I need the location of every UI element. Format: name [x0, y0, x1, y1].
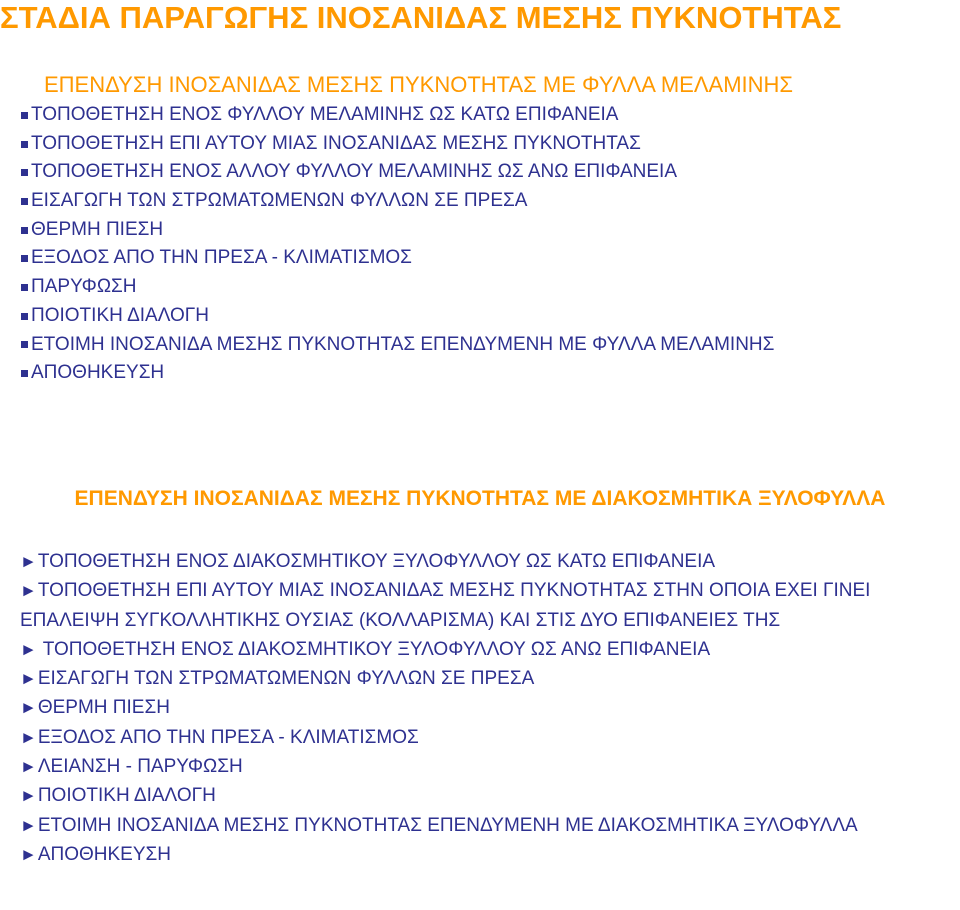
step-text: ΠΟΙΟΤΙΚΗ ΔΙΑΛΟΓΗ [37, 785, 216, 807]
list-item [20, 840, 950, 869]
step-text: ΤΟΠΟΘΕΤΗΣΗ ΕΠΙ ΑΥΤΟΥ ΜΙΑΣ ΙΝΟΣΑΝΙΔΑΣ ΜΕΣΗΣ ΠΥΚΝΟΤΗΤΑΣ ΣΤΗΝ ΟΠΟΙΑ ΕΧΕΙ ΓΙΝΕΙ ΕΠΑΛΕΙΨΗ ΣΥΓΚΟΛΛΗΤΙΚΗΣ ΟΥΣΙΑΣ (ΚΟΛΛΑΡΙΣΜΑ) ΚΑΙ ΣΤΙΣ ΔΥΟ ΕΠΙΦΑΝΕΙΕΣ ΤΗΣ [20, 580, 871, 631]
list-item [10, 187, 774, 216]
square-bullet-icon [21, 370, 28, 377]
step-text: ΛΕΙΑΝΣΗ - ΠΑΡΥΦΩΣΗ [37, 756, 243, 778]
list-item [20, 752, 950, 781]
right-triangle-bullet-icon: ► [20, 552, 37, 571]
square-bullet-icon [21, 198, 28, 205]
right-triangle-bullet-icon: ► [20, 844, 37, 864]
list-item [20, 811, 950, 840]
square-bullet-icon [21, 141, 28, 148]
step-text: ΑΠΟΘΗΚΕΥΣΗ [31, 362, 165, 384]
step-text: ΕΤΟΙΜΗ ΙΝΟΣΑΝΙΔΑ ΜΕΣΗΣ ΠΥΚΝΟΤΗΤΑΣ ΕΠΕΝΔΥΜΕΝΗ ΜΕ ΦΥΛΛΑ ΜΕΛΑΜΙΝΗΣ [31, 333, 775, 355]
list-item [20, 693, 950, 722]
list-item [10, 302, 774, 331]
right-triangle-bullet-icon: ► [20, 786, 37, 806]
square-bullet-icon [21, 255, 28, 262]
right-triangle-bullet-icon: ► [20, 698, 37, 718]
step-text: ΘΕΡΜΗ ΠΙΕΣΗ [37, 697, 170, 719]
right-triangle-bullet-icon: ► [20, 639, 37, 659]
step-text: ΘΕΡΜΗ ΠΙΕΣΗ [31, 218, 164, 240]
list-item [10, 101, 774, 130]
page-title: ΣΤΑΔΙΑ ΠΑΡΑΓΩΓΗΣ ΙΝΟΣΑΝΙΔΑΣ ΜΕΣΗΣ ΠΥΚΝΟΤΗΤΑΣ [0, 0, 842, 35]
section1-step-list [10, 101, 774, 388]
list-item [10, 273, 774, 302]
list-item [20, 635, 950, 664]
square-bullet-icon [21, 227, 28, 234]
step-text: ΑΠΟΘΗΚΕΥΣΗ [37, 843, 171, 865]
list-item [10, 130, 774, 159]
step-text: ΤΟΠΟΘΕΤΗΣΗ ΕΝΟΣ ΑΛΛΟΥ ΦΥΛΛΟΥ ΜΕΛΑΜΙΝΗΣ ΩΣ ΑΝΩ ΕΠΙΦΑΝΕΙΑ [31, 161, 678, 183]
step-text: ΕΞΟΔΟΣ ΑΠΟ ΤΗΝ ΠΡΕΣΑ - ΚΛΙΜΑΤΙΣΜΟΣ [37, 726, 419, 748]
step-text: ΠΑΡΥΦΩΣΗ [31, 276, 137, 298]
section1-heading: ΕΠΕΝΔΥΣΗ ΙΝΟΣΑΝΙΔΑΣ ΜΕΣΗΣ ΠΥΚΝΟΤΗΤΑΣ ΜΕ ΦΥΛΛΑ ΜΕΛΑΜΙΝΗΣ [44, 72, 794, 97]
step-text: ΤΟΠΟΘΕΤΗΣΗ ΕΝΟΣ ΔΙΑΚΟΣΜΗΤΙΚΟΥ ΞΥΛΟΦΥΛΛΟΥ ΩΣ ΚΑΤΩ ΕΠΙΦΑΝΕΙΑ [37, 551, 716, 572]
square-bullet-icon [21, 284, 28, 291]
square-bullet-icon [21, 341, 28, 348]
list-item [20, 723, 950, 752]
list-item [10, 216, 774, 245]
section2-step-list [20, 547, 950, 869]
list-item [20, 547, 950, 576]
section2-heading: ΕΠΕΝΔΥΣΗ ΙΝΟΣΑΝΙΔΑΣ ΜΕΣΗΣ ΠΥΚΝΟΤΗΤΑΣ ΜΕ ΔΙΑΚΟΣΜΗΤΙΚΑ ΞΥΛΟΦΥΛΛΑ [74, 487, 886, 510]
square-bullet-icon [21, 112, 28, 119]
step-text: ΕΙΣΑΓΩΓΗ ΤΩΝ ΣΤΡΩΜΑΤΩΜΕΝΩΝ ΦΥΛΛΩΝ ΣΕ ΠΡΕΣΑ [31, 190, 528, 212]
list-item [10, 158, 774, 187]
square-bullet-icon [21, 313, 28, 320]
list-item [20, 781, 950, 810]
step-text: ΤΟΠΟΘΕΤΗΣΗ ΕΝΟΣ ΔΙΑΚΟΣΜΗΤΙΚΟΥ ΞΥΛΟΦΥΛΛΟΥ ΩΣ ΑΝΩ ΕΠΙΦΑΝΕΙΑ [37, 638, 711, 660]
step-text: ΕΞΟΔΟΣ ΑΠΟ ΤΗΝ ΠΡΕΣΑ - ΚΛΙΜΑΤΙΣΜΟΣ [31, 247, 412, 269]
step-text: ΠΟΙΟΤΙΚΗ ΔΙΑΛΟΓΗ [31, 304, 209, 326]
step-text: ΤΟΠΟΘΕΤΗΣΗ ΕΝΟΣ ΦΥΛΛΟΥ ΜΕΛΑΜΙΝΗΣ ΩΣ ΚΑΤΩ ΕΠΙΦΑΝΕΙΑ [31, 104, 619, 125]
step-text: ΕΙΣΑΓΩΓΗ ΤΩΝ ΣΤΡΩΜΑΤΩΜΕΝΩΝ ΦΥΛΛΩΝ ΣΕ ΠΡΕΣΑ [37, 668, 535, 690]
list-item [10, 244, 774, 273]
list-item [10, 359, 774, 388]
square-bullet-icon [21, 169, 28, 176]
list-item [10, 331, 774, 360]
list-item [20, 664, 950, 693]
right-triangle-bullet-icon: ► [20, 757, 37, 777]
right-triangle-bullet-icon: ► [20, 669, 37, 689]
list-item [20, 576, 950, 635]
step-text: ΕΤΟΙΜΗ ΙΝΟΣΑΝΙΔΑ ΜΕΣΗΣ ΠΥΚΝΟΤΗΤΑΣ ΕΠΕΝΔΥΜΕΝΗ ΜΕ ΔΙΑΚΟΣΜΗΤΙΚΑ ΞΥΛΟΦΥΛΛΑ [37, 814, 858, 836]
step-text: ΤΟΠΟΘΕΤΗΣΗ ΕΠΙ ΑΥΤΟΥ ΜΙΑΣ ΙΝΟΣΑΝΙΔΑΣ ΜΕΣΗΣ ΠΥΚΝΟΤΗΤΑΣ [31, 132, 641, 154]
right-triangle-bullet-icon: ► [20, 581, 37, 601]
right-triangle-bullet-icon: ► [20, 727, 37, 747]
right-triangle-bullet-icon: ► [20, 815, 37, 835]
